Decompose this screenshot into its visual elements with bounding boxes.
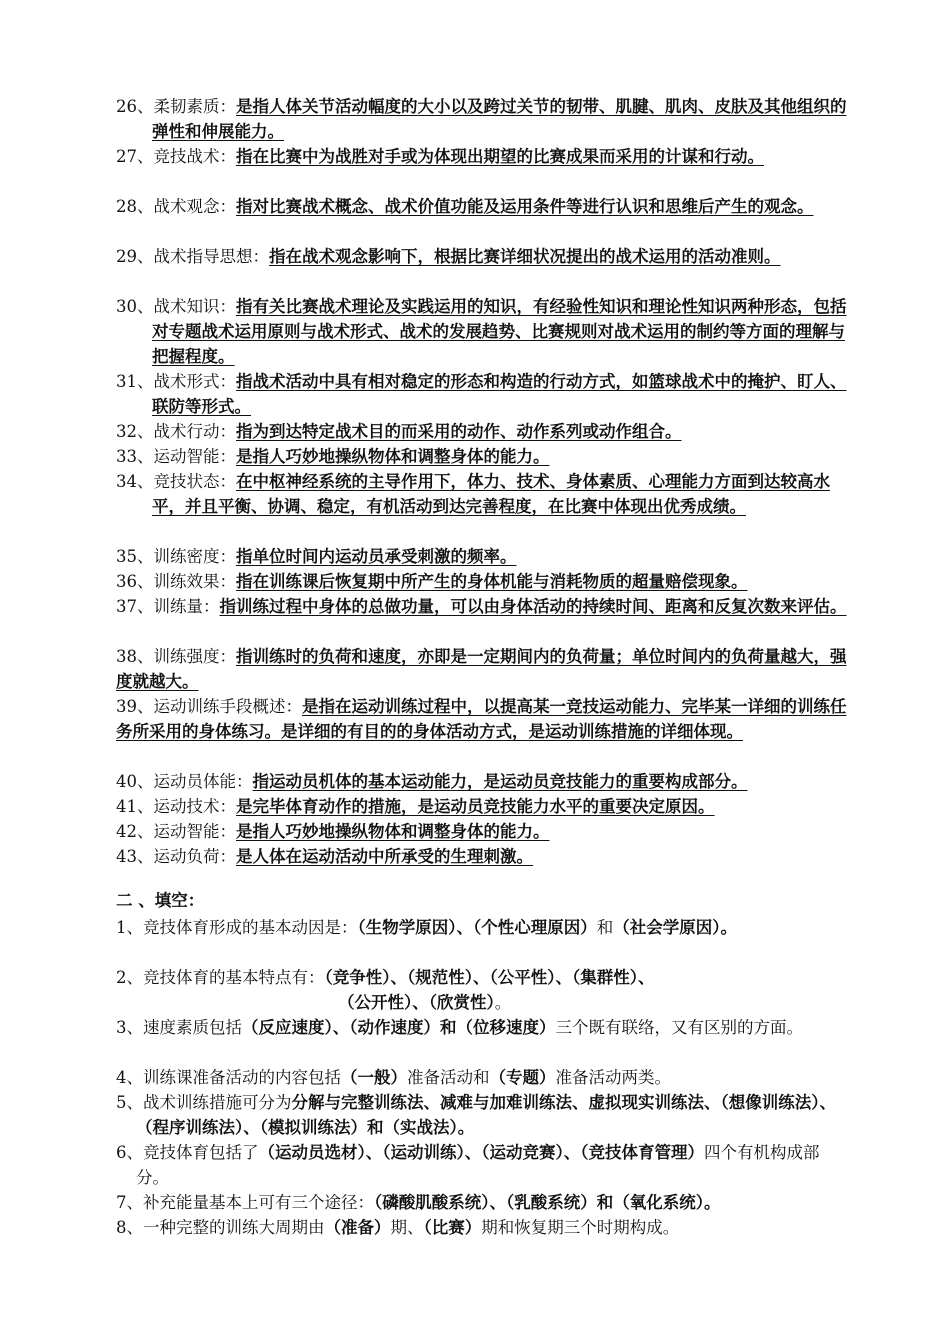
- item-term: 训练密度：: [153, 547, 236, 566]
- fill-item: [116, 1065, 852, 1090]
- item-description: 是指人巧妙地操纵物体和调整身体的能力。: [236, 822, 550, 841]
- item-number: 39、: [116, 697, 154, 716]
- item-description: 指对比赛战术概念、战术价值功能及运用条件等进行认识和思维后产生的观念。: [236, 197, 814, 216]
- item-description: 在中枢神经系统的主导作用下，体力、技术、身体素质、心理能力方面到达较高水平，并且平衡、协调、稳定，有机活动到达完善程度，在比赛中体现出优秀成绩。: [152, 472, 830, 516]
- fill-text: 5、战术训练措施可分为: [116, 1093, 292, 1112]
- item-number: 37、: [116, 597, 154, 616]
- fill-item: [116, 965, 852, 1015]
- item-term: 战术形式：: [153, 372, 236, 391]
- item-number: 28、: [116, 197, 154, 216]
- item-description: 指在战术观念影响下，根据比赛详细状况提出的战术运用的活动准则。: [269, 247, 781, 266]
- item-number: 38、: [116, 647, 154, 666]
- item-number: 36、: [116, 572, 154, 591]
- fill-item: [116, 1090, 852, 1140]
- definition-item: [116, 569, 852, 594]
- definition-item: [116, 144, 852, 169]
- fill-answer: 和: [367, 1118, 384, 1137]
- item-description: 指训练时的负荷和速度，亦即是一定期间内的负荷量；单位时间内的负荷量越大，强度就越大。: [116, 647, 847, 691]
- fill-text: 准备活动和: [407, 1068, 490, 1087]
- definition-item: [116, 769, 852, 794]
- fill-answer: （准备）: [324, 1218, 391, 1237]
- item-description: 指在比赛中为战胜对手或为体现出期望的比赛成果而采用的计谋和行动。: [236, 147, 764, 166]
- item-description: 指训练过程中身体的总做功量，可以由身体活动的持续时间、距离和反复次数来评估。: [219, 597, 847, 616]
- item-term: 柔韧素质：: [153, 97, 236, 116]
- item-number: 43、: [116, 847, 154, 866]
- fill-answer: （位移速度）: [456, 1018, 556, 1037]
- item-description: 是指在运动训练过程中，以提高某一竞技运动能力、完毕某一详细的训练任务所采用的身体练习。是详细的有目的的身体活动方式，是运动训练措施的详细体现。: [116, 697, 847, 741]
- item-term: 战术知识：: [153, 297, 236, 316]
- definition-item: [116, 369, 852, 419]
- item-term: 竞技状态：: [153, 472, 236, 491]
- fill-text: 7、补充能量基本上可有三个途径：: [116, 1193, 374, 1212]
- fill-text: 3、速度素质包括: [116, 1018, 242, 1037]
- item-number: 31、: [116, 372, 154, 391]
- fill-answer: （比赛）: [423, 1218, 482, 1237]
- fill-text: 1、竞技体育形成的基本动因是：: [116, 918, 358, 937]
- item-number: 29、: [116, 247, 154, 266]
- definition-item: [116, 194, 852, 219]
- fill-text: 和: [596, 918, 614, 937]
- item-term: 训练强度：: [153, 647, 236, 666]
- item-description: 指运动员机体的基本运动能力，是运动员竞技能力的重要构成部分。: [252, 772, 748, 791]
- item-description: 指为到达特定战术目的而采用的动作、动作系列或动作组合。: [236, 422, 682, 441]
- item-term: 训练量：: [153, 597, 220, 616]
- definition-item: [116, 594, 852, 619]
- item-description: 是指人体关节活动幅度的大小以及跨过关节的韧带、肌腱、肌肉、皮肤及其他组织的弹性和伸展能力。: [152, 97, 847, 141]
- item-term: 运动智能：: [153, 447, 236, 466]
- item-description: 是指人巧妙地操纵物体和调整身体的能力。: [236, 447, 550, 466]
- fill-answer: （生物学原因）、（个性心理原因）: [357, 918, 597, 937]
- item-description: 指有关比赛战术理论及实践运用的知识，有经验性知识和理论性知识两种形态，包括对专题战术运用原则与战术形式、战术的发展趋势、比赛规则对战术运用的制约等方面的理解与把握程度。: [152, 297, 847, 366]
- item-number: 42、: [116, 822, 154, 841]
- definition-item: [116, 844, 852, 869]
- definition-item: [116, 819, 852, 844]
- item-term: 训练效果：: [153, 572, 236, 591]
- definition-item: [116, 444, 852, 469]
- item-term: 运动智能：: [153, 822, 236, 841]
- item-term: 竞技战术：: [153, 147, 236, 166]
- item-number: 35、: [116, 547, 154, 566]
- fill-item: [116, 1140, 852, 1190]
- definition-item: [116, 469, 852, 519]
- definition-item: [116, 544, 852, 569]
- fill-text: 期、: [390, 1218, 424, 1237]
- item-description: 指在训练课后恢复期中所产生的身体机能与消耗物质的超量赔偿现象。: [236, 572, 748, 591]
- fill-text: 8、一种完整的训练大周期由: [116, 1218, 325, 1237]
- definition-item: [116, 644, 852, 694]
- definition-item: [116, 244, 852, 269]
- definition-item: [116, 794, 852, 819]
- definition-item: [116, 694, 852, 744]
- fill-text: 4、训练课准备活动的内容包括: [116, 1068, 341, 1087]
- item-term: 战术指导思想：: [153, 247, 269, 266]
- fill-text: 期和恢复期三个时期构成。: [481, 1218, 680, 1237]
- item-description: 指单位时间内运动员承受刺激的频率。: [236, 547, 517, 566]
- fill-text: 6、竞技体育包括了: [116, 1143, 259, 1162]
- item-number: 34、: [116, 472, 154, 491]
- fill-answer: （氧化系统）。: [613, 1193, 721, 1212]
- fill-answer: （运动员选材）、（运动训练）、（运动竞赛）、（竞技体育管理）: [258, 1143, 704, 1162]
- fill-answer: （一般）: [341, 1068, 407, 1087]
- fill-answer: （专题）: [489, 1068, 556, 1087]
- fill-answer: （竞争性）、（规范性）、（公平性）、（集群性）、: [324, 968, 655, 987]
- item-description: 是人体在运动活动中所承受的生理刺激。: [236, 847, 533, 866]
- fill-answer: 和: [440, 1018, 457, 1037]
- fill-answer: （实战法）。: [383, 1118, 475, 1137]
- item-number: 33、: [116, 447, 154, 466]
- fill-text: 三个既有联络，又有区别的方面。: [555, 1018, 803, 1037]
- item-number: 30、: [116, 297, 154, 316]
- item-term: 运动员体能：: [153, 772, 253, 791]
- item-term: 运动负荷：: [153, 847, 236, 866]
- fill-item: [116, 915, 852, 940]
- fill-text: 四个有机构成部分。: [136, 1143, 820, 1187]
- item-term: 战术行动：: [153, 422, 236, 441]
- item-number: 32、: [116, 422, 154, 441]
- fill-item: [116, 1215, 852, 1240]
- fill-text: 2、竞技体育的基本特点有：: [116, 968, 325, 987]
- item-number: 41、: [116, 797, 154, 816]
- item-number: 27、: [116, 147, 154, 166]
- fill-answer: 和: [596, 1193, 614, 1212]
- fill-answer: （公开性）、（欣赏性）: [338, 993, 495, 1012]
- item-term: 运动技术：: [153, 797, 236, 816]
- fill-answer: 分解与完整训练法、减难与加难训练法、虚拟现实训练法、（想像训练法）、（程序训练法）、（模拟训练法）: [136, 1093, 836, 1137]
- fill-text: 准备活动两类。: [555, 1068, 671, 1087]
- item-number: 40、: [116, 772, 154, 791]
- fill-answer: （社会学原因）。: [613, 918, 737, 937]
- definition-item: [116, 294, 852, 369]
- fill-answer: （反应速度）、（动作速度）: [242, 1018, 440, 1037]
- item-number: 26、: [116, 97, 154, 116]
- definition-item: [116, 94, 852, 144]
- item-term: 战术观念：: [153, 197, 236, 216]
- item-term: 运动训练手段概述：: [153, 697, 302, 716]
- fill-text: 。: [494, 993, 512, 1012]
- fill-item: [116, 1190, 852, 1215]
- fill-answer: （磷酸肌酸系统）、（乳酸系统）: [374, 1193, 597, 1212]
- section-heading: 二 、填空：: [116, 891, 205, 910]
- fill-item: [116, 1015, 852, 1040]
- item-description: 指战术活动中具有相对稳定的形态和构造的行动方式，如篮球战术中的掩护、盯人、联防等形式。: [152, 372, 847, 416]
- item-description: 是完毕体育动作的措施，是运动员竞技能力水平的重要决定原因。: [236, 797, 715, 816]
- definition-item: [116, 419, 852, 444]
